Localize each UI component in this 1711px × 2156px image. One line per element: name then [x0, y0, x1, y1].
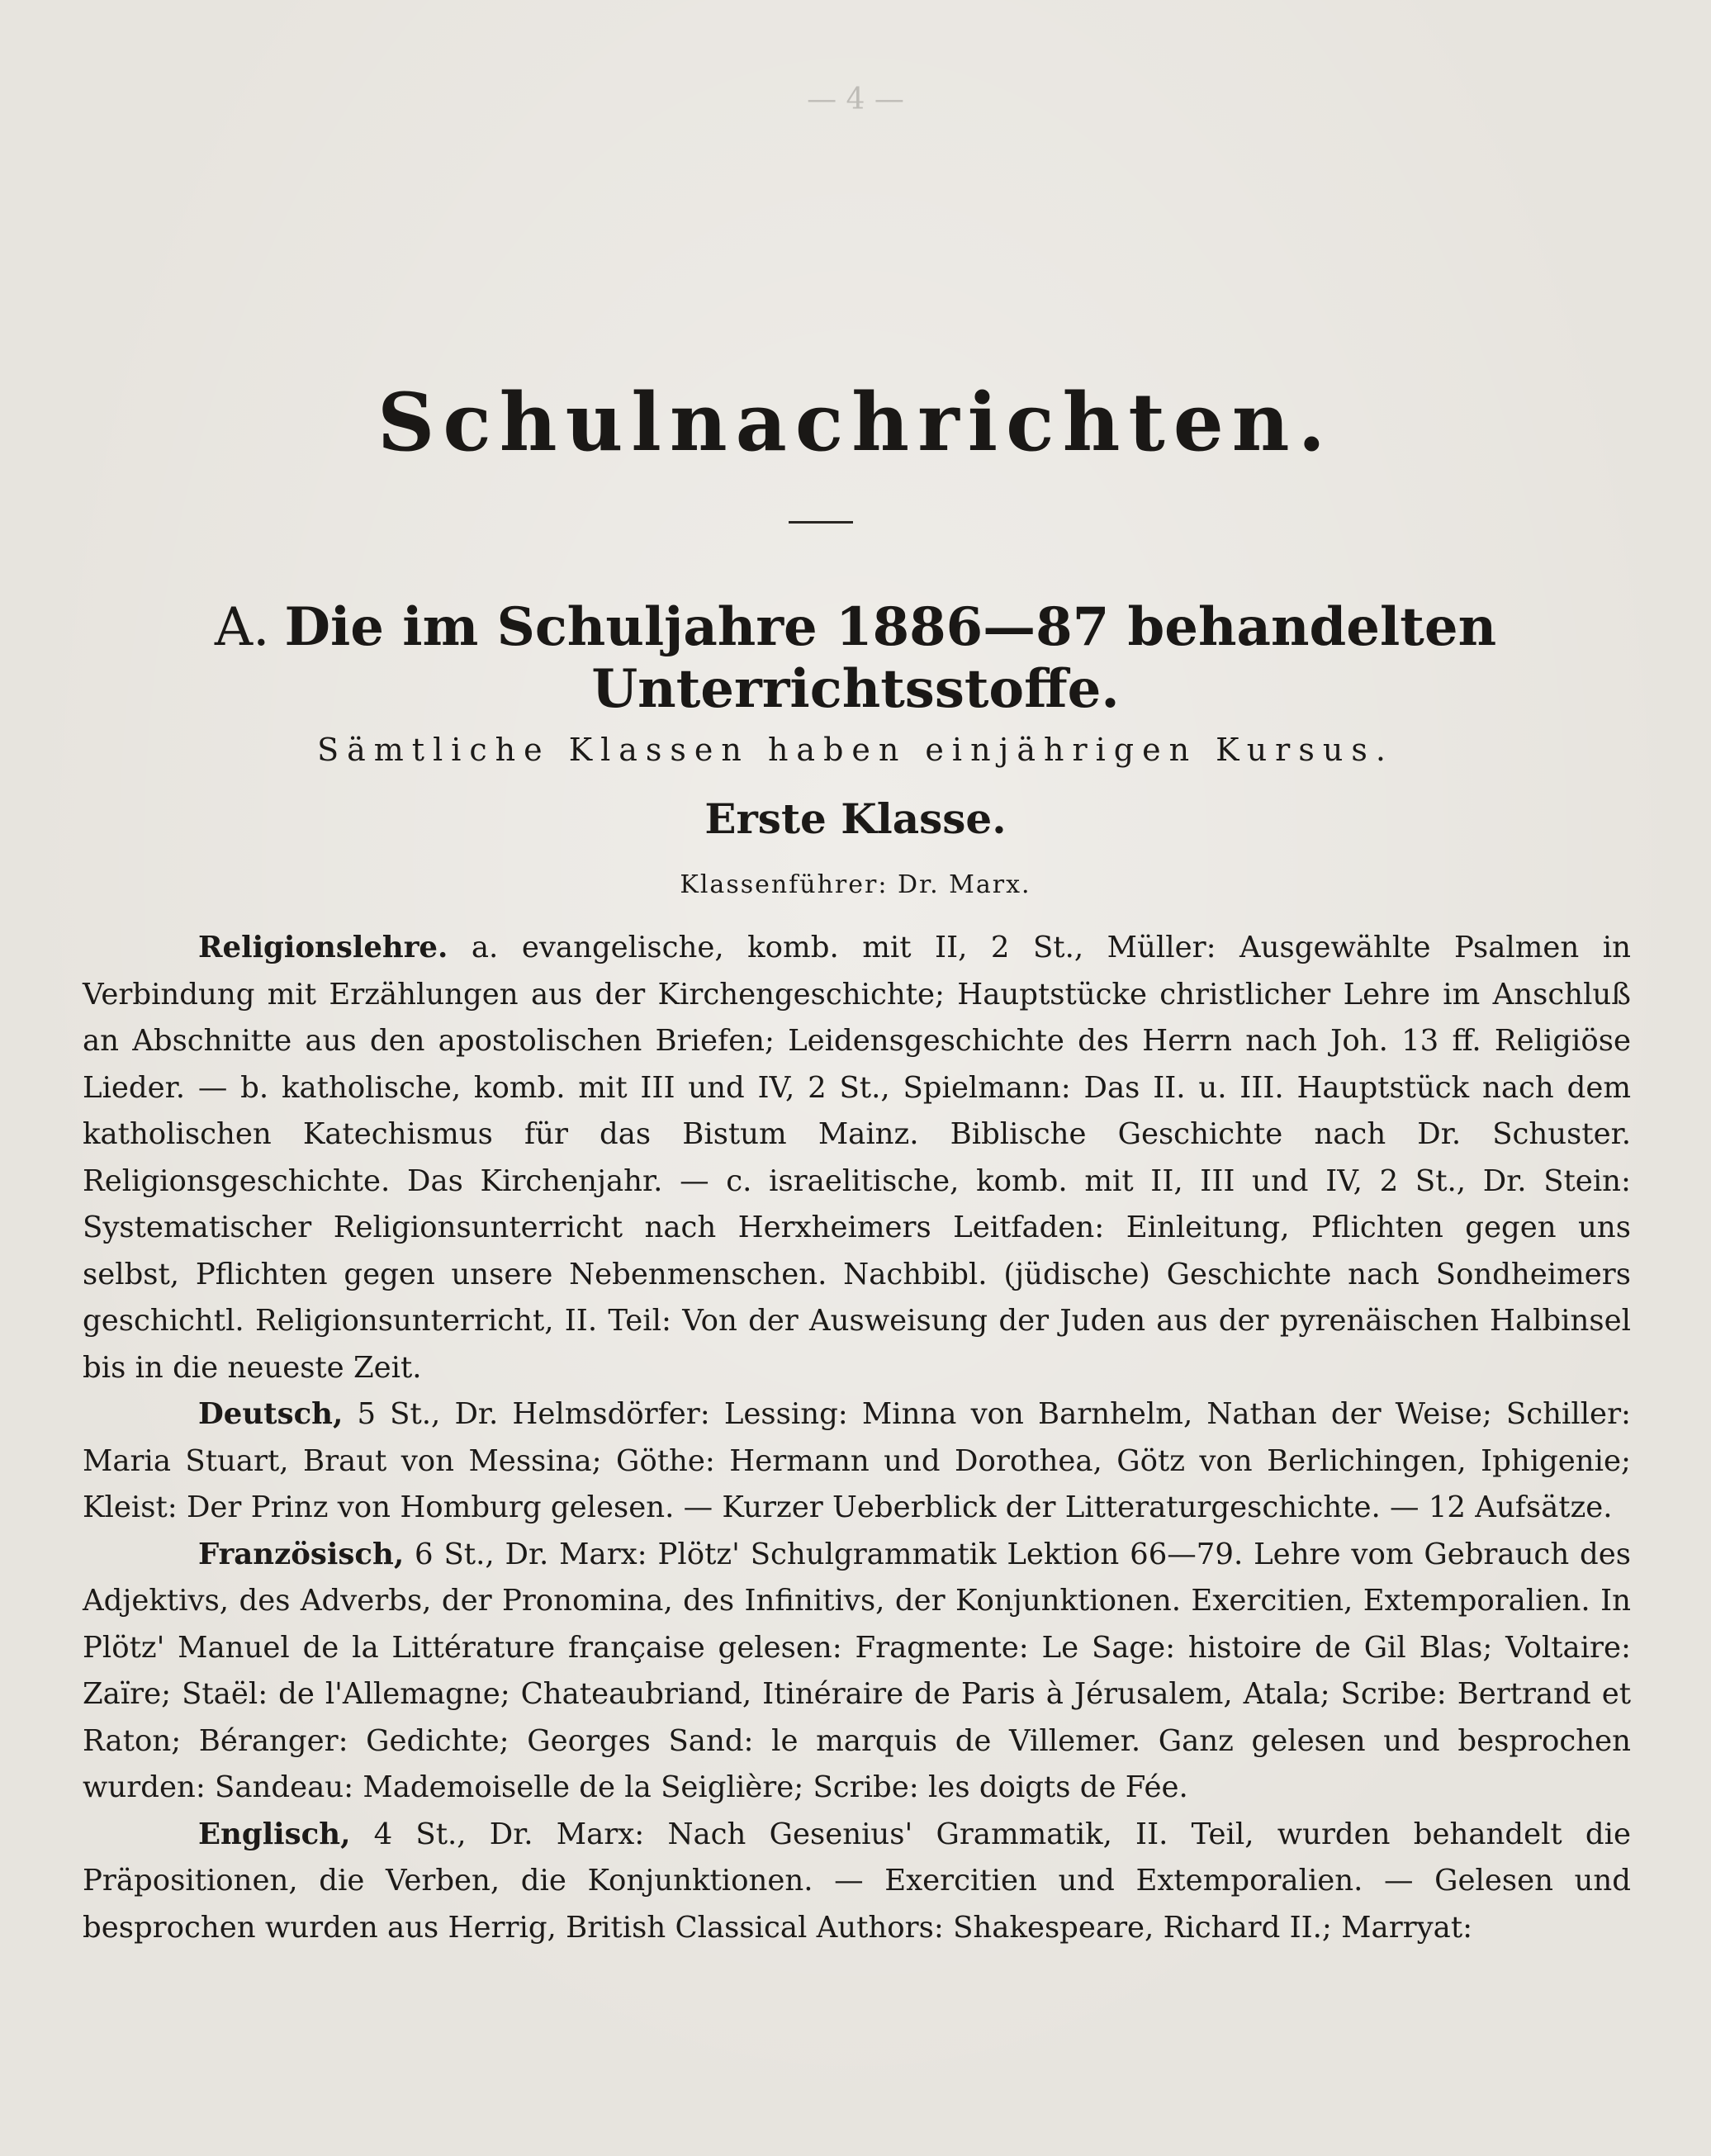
body-text [83, 925, 1631, 1951]
section-heading-text: Die im Schuljahre 1886—87 behandelten Unterrichtsstoffe. [284, 596, 1497, 720]
subject-heading: Englisch, [198, 1817, 351, 1851]
paragraph-text: a. evangelische, komb. mit II, 2 St., Müller: Ausgewählte Psalmen in Verbindung mit Erzählungen aus der Kirchengeschichte; Hauptstücke christlicher Lehre im Anschluß an Abschnitte aus den apostolischen Briefen; Leidensgeschichte des Herrn nach Joh. 13 ff. Religiöse Lieder. — b. katholische, komb. mit III und IV, 2 St., Spielmann: Das II. u. III. Hauptstück nach dem katholischen Katechismus für das Bistum Mainz. Biblische Geschichte nach Dr. Schuster. Religionsgeschichte. Das Kirchenjahr. — c. israelitische, komb. mit II, III und IV, 2 St., Dr. Stein: Systematischer Religionsunterricht nach Herxheimers Leitfaden: Einleitung, Pflichten gegen uns selbst, Pflichten gegen unsere Nebenmenschen. Nachbibl. (jüdische) Geschichte nach Sondheimers geschichtl. Religionsunterricht, II. Teil: Von der Ausweisung der Juden aus der pyrenäischen Halbinsel bis in die neueste Zeit. [83, 931, 1631, 1385]
subject-heading: Deutsch, [198, 1397, 344, 1431]
subject-heading: Französisch, [198, 1537, 405, 1571]
course-note: Sämtliche Klassen haben einjährigen Kursus. [317, 732, 1394, 768]
paragraph-text: 4 St., Dr. Marx: Nach Gesenius' Grammatik, II. Teil, wurden behandelt die Präpositionen, die Verben, die Konjunktionen. — Exercitien und Extemporalien. — Gelesen und besprochen wurden aus Herrig, British Classical Authors: Shakespeare, Richard II.; Marryat: [83, 1817, 1631, 1945]
class-leader: Klassenführer: Dr. Marx. [680, 870, 1031, 899]
paragraph-text: 5 St., Dr. Helmsdörfer: Lessing: Minna von Barnhelm, Nathan der Weise; Schiller: Maria Stuart, Braut von Messina; Göthe: Hermann und Dorothea, Götz von Berlichingen, Iphigenie; Kleist: Der Prinz von Homburg gelesen. — Kurzer Ueberblick der Litteraturgeschichte. — 12 Aufsätze. [83, 1397, 1631, 1524]
section-letter: A. [214, 597, 270, 658]
paragraph-french [83, 1532, 1631, 1812]
paragraph-text: 6 St., Dr. Marx: Plötz' Schulgrammatik Lektion 66—79. Lehre vom Gebrauch des Adjektivs, des Adverbs, der Pronomina, des Infinitivs, der Konjunktionen. Exercitien, Extemporalien. In Plötz' Manuel de la Littérature française gelesen: Fragmente: Le Sage: histoire de Gil Blas; Voltaire: Zaïre; Staël: de l'Allemagne; Chateaubriand, Itinéraire de Paris à Jérusalem, Atala; Scribe: Bertrand et Raton; Béranger: Gedichte; Georges Sand: le marquis de Villemer. Ganz gelesen und besprochen wurden: Sandeau: Mademoiselle de la Seiglière; Scribe: les doigts de Fée. [83, 1537, 1631, 1804]
class-heading: Erste Klasse. [704, 794, 1007, 843]
section-heading [0, 596, 1711, 720]
paragraph-english [83, 1812, 1631, 1952]
paragraph-religion [83, 925, 1631, 1391]
subject-heading: Religionslehre. [198, 931, 448, 964]
paragraph-german [83, 1391, 1631, 1532]
title-divider [789, 521, 853, 524]
page-number: — 4 — [807, 83, 904, 116]
page-title: Schulnachrichten. [377, 376, 1334, 469]
